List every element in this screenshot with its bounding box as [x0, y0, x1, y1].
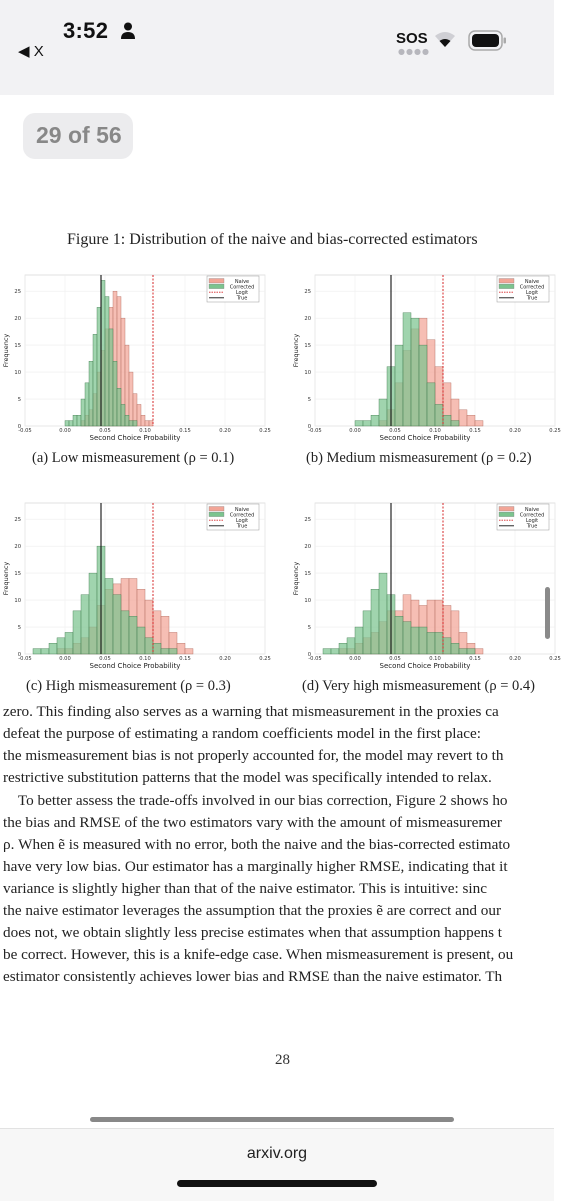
corrected-bar	[153, 643, 161, 654]
corrected-bar	[69, 421, 73, 426]
text-line: restrictive substitution patterns that the model was specifically intended to relax.	[3, 769, 492, 786]
x-tick-label: 0.10	[139, 656, 151, 662]
corrected-bar	[347, 638, 355, 654]
legend-swatch-corrected	[499, 512, 514, 517]
x-tick-label: 0.25	[259, 656, 271, 662]
y-tick-label: 10	[304, 598, 311, 605]
corrected-bar	[33, 649, 41, 654]
x-tick-label: 0.00	[349, 656, 361, 662]
x-tick-label: -0.05	[308, 428, 322, 434]
browser-bottom-bar	[0, 1128, 554, 1201]
y-tick-label: 0	[17, 652, 21, 658]
corrected-bar	[57, 638, 65, 654]
corrected-bar	[85, 383, 89, 426]
y-tick-label: 15	[304, 571, 311, 578]
y-tick-label: 10	[304, 370, 311, 377]
corrected-bar	[105, 579, 113, 655]
corrected-bar	[379, 573, 387, 654]
x-tick-label: 0.15	[179, 656, 191, 662]
x-tick-label: 0.15	[179, 428, 191, 434]
corrected-bar	[89, 573, 97, 654]
y-tick-label: 20	[304, 316, 311, 323]
x-tick-label: 0.20	[509, 428, 521, 434]
corrected-bar	[117, 388, 121, 426]
y-tick-label: 20	[14, 316, 21, 323]
y-axis-label: Frequency	[292, 333, 300, 368]
corrected-bar	[355, 421, 363, 426]
naive-bar	[185, 649, 193, 654]
y-tick-label: 20	[14, 544, 21, 551]
naive-bar	[125, 345, 129, 426]
corrected-bar	[113, 595, 121, 654]
corrected-bar	[379, 399, 387, 426]
legend-label-true: True	[526, 295, 538, 302]
corrected-bar	[323, 649, 331, 654]
x-tick-label: 0.25	[259, 428, 271, 434]
x-tick-label: -0.05	[18, 656, 32, 662]
legend-swatch-naive	[499, 507, 514, 512]
corrected-bar	[65, 632, 73, 654]
x-tick-label: 0.15	[469, 656, 481, 662]
legend-swatch-naive	[209, 507, 224, 512]
corrected-bar	[121, 611, 129, 654]
y-tick-label: 25	[304, 289, 311, 296]
corrected-bar	[101, 280, 105, 426]
corrected-bar	[49, 643, 57, 654]
corrected-bar	[435, 404, 443, 426]
corrected-bar	[339, 643, 347, 654]
legend-label-corrected: Corrected	[519, 512, 545, 519]
y-tick-label: 15	[14, 343, 21, 350]
x-tick-label: 0.10	[139, 428, 151, 434]
histogram-panel-a	[0, 268, 285, 453]
text-line: To better assess the trade-offs involved in our bias correction, Figure 2 shows ho	[3, 792, 508, 809]
corrected-bar	[129, 616, 137, 654]
corrected-bar	[169, 649, 177, 654]
corrected-bar	[451, 421, 459, 426]
horizontal-scrollbar[interactable]	[90, 1117, 454, 1122]
caption-panel-d: (d) Very high mismeasurement (ρ = 0.4)	[302, 678, 535, 694]
y-tick-label: 0	[307, 652, 311, 658]
naive-bar	[129, 372, 133, 426]
legend-label-corrected: Corrected	[229, 284, 255, 291]
corrected-bar	[419, 627, 427, 654]
corrected-bar	[81, 399, 85, 426]
naive-bar	[177, 643, 185, 654]
text-line: defeat the purpose of estimating a random coefficients model in the first place:	[3, 725, 481, 742]
clock: 3:52	[63, 18, 109, 43]
caption-panel-b: (b) Medium mismeasurement (ρ = 0.2)	[306, 450, 532, 466]
vertical-scrollbar[interactable]	[545, 587, 550, 639]
signal-dots-icon: ●●●●	[398, 47, 430, 56]
x-tick-label: 0.20	[509, 656, 521, 662]
corrected-bar	[65, 421, 69, 426]
naive-bar	[145, 421, 149, 426]
naive-bar	[475, 421, 483, 426]
figure-title: Figure 1: Distribution of the naive and bias-corrected estimators	[67, 231, 478, 248]
corrected-bar	[451, 643, 459, 654]
status-bar	[0, 0, 554, 95]
battery-icon	[468, 30, 508, 52]
y-tick-label: 0	[17, 424, 21, 430]
y-tick-label: 25	[14, 517, 21, 524]
legend-label-corrected: Corrected	[519, 284, 545, 291]
text-line: does not, we obtain slightly less precise estimates when that assumption happens t	[3, 924, 502, 941]
text-line: have very low bias. Our estimator has a marginally higher RMSE, indicating that it	[3, 858, 508, 875]
corrected-bar	[137, 627, 145, 654]
page-number: 28	[275, 1052, 290, 1068]
sos-indicator: SOS	[396, 30, 428, 47]
corrected-bar	[427, 632, 435, 654]
legend-label-naive: Naive	[524, 506, 540, 513]
x-tick-label: 0.20	[219, 656, 231, 662]
back-to-app-button[interactable]	[18, 42, 44, 60]
legend-swatch-corrected	[499, 284, 514, 289]
text-line: estimator consistently achieves lower bias and RMSE than the naive estimator. Th	[3, 968, 503, 985]
y-axis-label: Frequency	[2, 561, 10, 596]
corrected-bar	[129, 421, 133, 426]
corrected-bar	[363, 421, 371, 426]
corrected-bar	[77, 415, 81, 426]
legend-label-true: True	[236, 523, 248, 530]
text-line: the naive estimator leverages the assumption that the proxies ẽ are correct and our	[3, 902, 502, 919]
x-tick-label: 0.15	[469, 428, 481, 434]
legend-label-true: True	[236, 295, 248, 302]
corrected-bar	[395, 345, 403, 426]
x-tick-label: 0.00	[59, 428, 71, 434]
corrected-bar	[411, 627, 419, 654]
corrected-bar	[371, 415, 379, 426]
home-indicator[interactable]	[177, 1180, 377, 1187]
text-line: the mismeasurement bias is not properly accounted for, the model may revert to th	[3, 747, 504, 764]
x-tick-label: 0.05	[389, 428, 401, 434]
person-icon	[120, 22, 136, 40]
histogram-panel-d	[290, 496, 575, 681]
corrected-bar	[121, 404, 125, 426]
corrected-bar	[113, 361, 117, 426]
legend-label-true: True	[526, 523, 538, 530]
page-indicator-label: 29 of 56	[36, 122, 122, 148]
corrected-bar	[419, 345, 427, 426]
corrected-bar	[331, 649, 339, 654]
naive-bar	[141, 415, 145, 426]
y-tick-label: 5	[17, 625, 21, 632]
corrected-bar	[411, 318, 419, 426]
legend-label-naive: Naive	[234, 506, 250, 513]
corrected-bar	[427, 383, 435, 426]
y-tick-label: 25	[304, 517, 311, 524]
text-line: zero. This finding also serves as a warning that mismeasurement in the proxies ca	[3, 703, 499, 720]
x-tick-label: -0.05	[18, 428, 32, 434]
legend-swatch-naive	[499, 279, 514, 284]
corrected-bar	[145, 638, 153, 654]
y-tick-label: 15	[14, 571, 21, 578]
corrected-bar	[73, 611, 81, 654]
x-axis-label: Second Choice Probability	[89, 662, 181, 670]
legend-label-logit: Logit	[525, 290, 539, 296]
text-line: variance is slightly higher than that of the naive estimator. This is intuitive: sinc	[3, 880, 487, 897]
naive-bar	[161, 616, 169, 654]
caption-panel-a: (a) Low mismeasurement (ρ = 0.1)	[32, 450, 235, 466]
corrected-bar	[395, 616, 403, 654]
legend-label-logit: Logit	[235, 518, 249, 524]
text-line: ρ. When ẽ is measured with no error, both the naive and the bias-corrected estimato	[3, 836, 511, 853]
y-tick-label: 5	[307, 625, 311, 632]
corrected-bar	[363, 611, 371, 654]
x-tick-label: 0.00	[349, 428, 361, 434]
url-label[interactable]: arxiv.org	[246, 1145, 308, 1162]
x-tick-label: 0.05	[99, 656, 111, 662]
y-tick-label: 0	[307, 424, 311, 430]
text-line: the bias and RMSE of the two estimators vary with the amount of mismeasuremer	[3, 814, 502, 831]
corrected-bar	[81, 595, 89, 654]
y-tick-label: 25	[14, 289, 21, 296]
y-axis-label: Frequency	[2, 333, 10, 368]
corrected-bar	[435, 632, 443, 654]
naive-bar	[459, 410, 467, 426]
x-axis-label: Second Choice Probability	[89, 434, 181, 442]
naive-bar	[475, 649, 483, 654]
y-tick-label: 5	[17, 397, 21, 404]
corrected-bar	[467, 649, 475, 654]
x-tick-label: -0.05	[308, 656, 322, 662]
text-line: be correct. However, this is a knife-edge case. When mismeasurement is present, ou	[3, 946, 514, 963]
corrected-bar	[355, 627, 363, 654]
corrected-bar	[403, 313, 411, 426]
x-tick-label: 0.05	[99, 428, 111, 434]
corrected-bar	[125, 415, 129, 426]
legend-label-naive: Naive	[234, 278, 250, 285]
wifi-icon	[433, 31, 457, 49]
corrected-bar	[371, 589, 379, 654]
corrected-bar	[443, 415, 451, 426]
naive-bar	[467, 415, 475, 426]
y-tick-label: 5	[307, 397, 311, 404]
back-arrow-icon: ◀	[18, 43, 30, 60]
x-tick-label: 0.25	[549, 656, 561, 662]
legend-swatch-corrected	[209, 284, 224, 289]
histogram-panel-b	[290, 268, 575, 453]
x-tick-label: 0.10	[429, 428, 441, 434]
corrected-bar	[443, 638, 451, 654]
x-tick-label: 0.05	[389, 656, 401, 662]
legend-label-corrected: Corrected	[229, 512, 255, 519]
legend-swatch-corrected	[209, 512, 224, 517]
corrected-bar	[105, 297, 109, 426]
corrected-bar	[133, 421, 137, 426]
corrected-bar	[109, 329, 113, 426]
y-axis-label: Frequency	[292, 561, 300, 596]
back-label: X	[33, 43, 44, 60]
y-tick-label: 10	[14, 370, 21, 377]
corrected-bar	[93, 334, 97, 426]
naive-bar	[149, 421, 153, 426]
corrected-bar	[41, 649, 49, 654]
x-axis-label: Second Choice Probability	[379, 434, 471, 442]
x-axis-label: Second Choice Probability	[379, 662, 471, 670]
x-tick-label: 0.20	[219, 428, 231, 434]
corrected-bar	[89, 361, 93, 426]
histogram-panel-c	[0, 496, 285, 681]
y-tick-label: 10	[14, 598, 21, 605]
caption-panel-c: (c) High mismeasurement (ρ = 0.3)	[26, 678, 231, 694]
naive-bar	[137, 404, 141, 426]
legend-label-naive: Naive	[524, 278, 540, 285]
y-tick-label: 15	[304, 343, 311, 350]
corrected-bar	[97, 307, 101, 426]
x-tick-label: 0.00	[59, 656, 71, 662]
corrected-bar	[459, 649, 467, 654]
legend-label-logit: Logit	[525, 518, 539, 524]
legend-label-logit: Logit	[235, 290, 249, 296]
corrected-bar	[403, 622, 411, 654]
corrected-bar	[73, 415, 77, 426]
page-indicator	[23, 113, 133, 159]
legend-swatch-naive	[209, 279, 224, 284]
corrected-bar	[161, 649, 169, 654]
y-tick-label: 20	[304, 544, 311, 551]
x-tick-label: 0.25	[549, 428, 561, 434]
x-tick-label: 0.10	[429, 656, 441, 662]
